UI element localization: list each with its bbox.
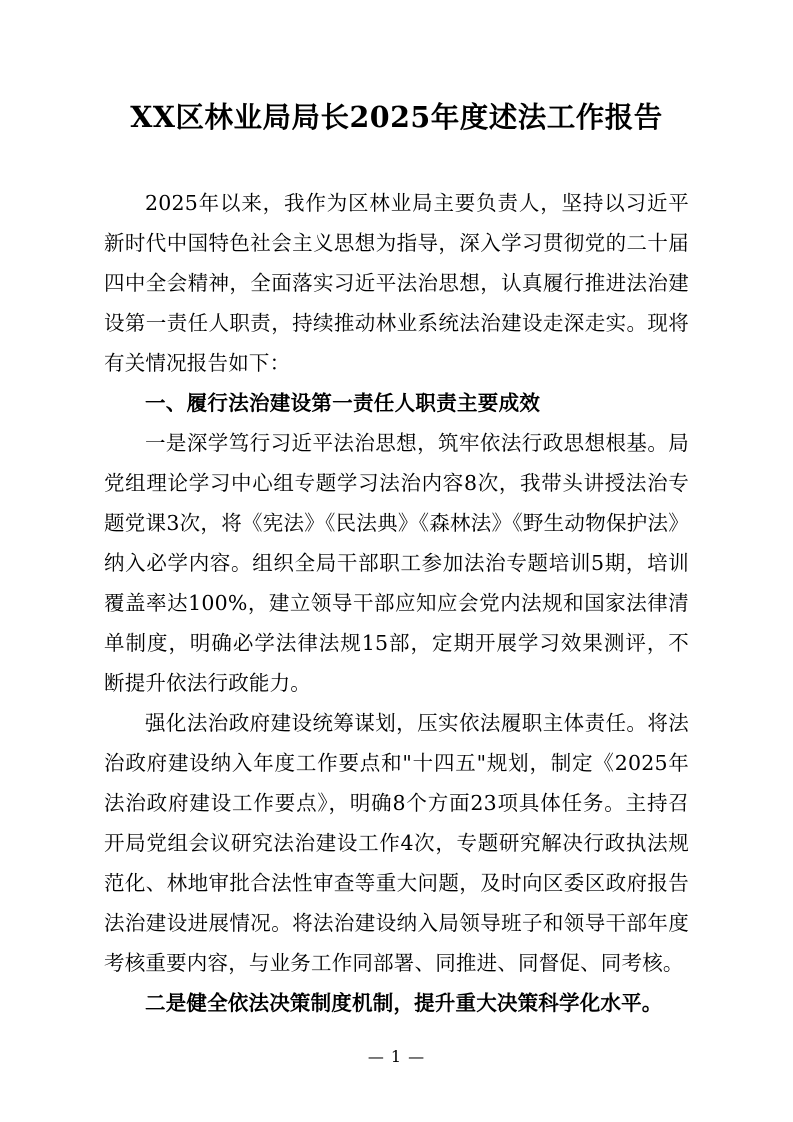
paragraph-point-1: 一是深学笃行习近平法治思想，筑牢依法行政思想根基。局党组理论学习中心组专题学习法治内容8次，我带头讲授法治专题党课3次，将《宪法》《民法典》《森林法》《野生动物保护法》纳入必学内容。组织全局干部职工参加法治专题培训5期，培训覆盖率达100%，建立领导干部应知应会党内法规和国家法律清单制度，明确必学法律法规15部，定期开展学习效果测评，不断提升依法行政能力。: [104, 430, 689, 695]
paragraph-intro: 2025年以来，我作为区林业局主要负责人，坚持以习近平新时代中国特色社会主义思想为指导，深入学习贯彻党的二十届四中全会精神，全面落实习近平法治思想，认真履行推进法治建设第一责任人职责，持续推动林业系统法治建设走深走实。现将有关情况报告如下：: [104, 190, 689, 375]
paragraph-point-1-continued: 强化法治政府建设统筹谋划，压实依法履职主体责任。将法治政府建设纳入年度工作要点和"十四五"规划，制定《2025年法治政府建设工作要点》，明确8个方面23项具体任务。主持召开局党组会议研究法治建设工作4次，专题研究解决行政执法规范化、林地审批合法性审查等重大问题，及时向区委区政府报告法治建设进展情况。将法治建设纳入局领导班子和领导干部年度考核重要内容，与业务工作同部署、同推进、同督促、同考核。: [104, 710, 689, 975]
page-number: — 1 —: [367, 1047, 426, 1066]
document-body: [104, 96, 689, 1023]
section-heading-1: 一、履行法治建设第一责任人职责主要成效: [145, 390, 541, 415]
paragraph-point-2: 二是健全依法决策制度机制，提升重大决策科学化水平。: [145, 990, 663, 1015]
page-title: XX区林业局局长2025年度述法工作报告: [130, 100, 663, 134]
